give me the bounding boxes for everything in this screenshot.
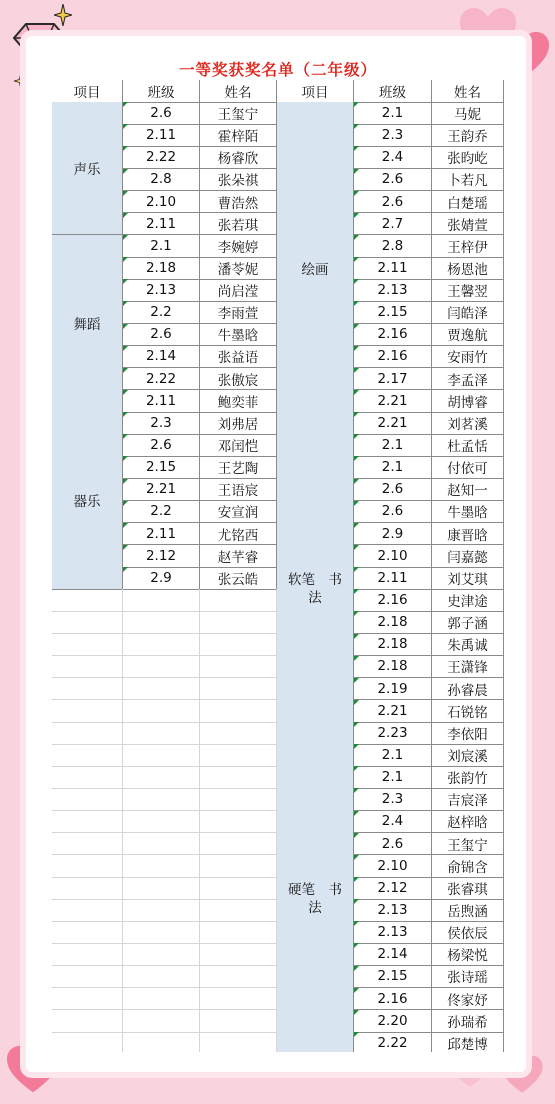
name-cell: 潘苓妮 <box>200 257 277 280</box>
name-cell: 安雨竹 <box>432 346 504 369</box>
empty-cell <box>52 611 123 634</box>
name-cell: 张傲宸 <box>200 368 277 391</box>
class-cell: 2.23 <box>354 722 432 745</box>
empty-cell <box>123 656 200 679</box>
empty-cell <box>200 700 277 723</box>
class-cell: 2.13 <box>354 279 432 302</box>
name-cell: 赵芊睿 <box>200 545 277 568</box>
name-cell: 王梓伊 <box>432 235 504 258</box>
empty-cell <box>52 899 123 922</box>
category-label-line: 法 <box>308 589 322 606</box>
empty-cell <box>123 943 200 966</box>
empty-cell <box>52 855 123 878</box>
empty-cell <box>200 634 277 657</box>
name-cell: 王玺宁 <box>432 833 504 856</box>
column-header: 项目 <box>277 80 354 103</box>
empty-cell <box>52 833 123 856</box>
empty-cell <box>200 899 277 922</box>
name-cell: 赵知一 <box>432 479 504 502</box>
class-cell: 2.4 <box>354 811 432 834</box>
name-cell: 孙睿晨 <box>432 678 504 701</box>
name-cell: 卜若凡 <box>432 169 504 192</box>
class-cell: 2.10 <box>354 545 432 568</box>
class-cell: 2.1 <box>354 102 432 125</box>
empty-cell <box>123 744 200 767</box>
class-cell: 2.1 <box>354 456 432 479</box>
empty-cell <box>123 766 200 789</box>
class-cell: 2.11 <box>123 523 200 546</box>
sparkle-icon <box>54 4 72 26</box>
class-cell: 2.1 <box>354 744 432 767</box>
name-cell: 牛墨晗 <box>432 501 504 524</box>
empty-cell <box>52 966 123 989</box>
empty-cell <box>123 899 200 922</box>
empty-cell <box>123 966 200 989</box>
name-cell: 杨睿欣 <box>200 146 277 169</box>
class-cell: 2.11 <box>123 124 200 147</box>
empty-cell <box>52 1032 123 1052</box>
class-cell: 2.15 <box>354 966 432 989</box>
class-cell: 2.18 <box>354 611 432 634</box>
name-cell: 尤铭西 <box>200 523 277 546</box>
name-cell: 安宣润 <box>200 501 277 524</box>
empty-cell <box>123 921 200 944</box>
class-cell: 2.3 <box>354 124 432 147</box>
class-cell: 2.6 <box>354 169 432 192</box>
category-label-line: 法 <box>308 899 322 916</box>
name-cell: 赵梓晗 <box>432 811 504 834</box>
empty-cell <box>200 921 277 944</box>
name-cell: 马妮 <box>432 102 504 125</box>
name-cell: 刘茗溪 <box>432 412 504 435</box>
class-cell: 2.11 <box>354 567 432 590</box>
column-header: 班级 <box>123 80 200 103</box>
class-cell: 2.6 <box>123 102 200 125</box>
name-cell: 王馨翌 <box>432 279 504 302</box>
class-cell: 2.1 <box>354 434 432 457</box>
class-cell: 2.6 <box>123 324 200 347</box>
class-cell: 2.21 <box>354 700 432 723</box>
column-header: 项目 <box>52 80 123 103</box>
name-cell: 李雨萱 <box>200 301 277 324</box>
name-cell: 李依阳 <box>432 722 504 745</box>
class-cell: 2.10 <box>354 855 432 878</box>
class-cell: 2.11 <box>354 257 432 280</box>
class-cell: 2.14 <box>123 346 200 369</box>
class-cell: 2.21 <box>123 479 200 502</box>
empty-cell <box>200 589 277 612</box>
class-cell: 2.21 <box>354 390 432 413</box>
name-cell: 刘弗居 <box>200 412 277 435</box>
category-label <box>288 881 342 917</box>
empty-cell <box>52 811 123 834</box>
category-label-line: 软笔 书 <box>288 571 342 588</box>
empty-cell <box>52 988 123 1011</box>
empty-cell <box>52 589 123 612</box>
column-header: 姓名 <box>432 80 504 103</box>
name-cell: 闫皓泽 <box>432 301 504 324</box>
empty-cell <box>200 722 277 745</box>
name-cell: 张益语 <box>200 346 277 369</box>
class-cell: 2.11 <box>123 213 200 236</box>
name-cell: 白楚瑶 <box>432 191 504 214</box>
class-cell: 2.22 <box>354 1032 432 1052</box>
name-cell: 郭子涵 <box>432 611 504 634</box>
name-cell: 俞锦含 <box>432 855 504 878</box>
empty-cell <box>200 1032 277 1052</box>
name-cell: 杨恩池 <box>432 257 504 280</box>
category-label <box>288 571 342 607</box>
class-cell: 2.12 <box>123 545 200 568</box>
empty-cell <box>123 700 200 723</box>
empty-cell <box>52 877 123 900</box>
empty-cell <box>123 1010 200 1033</box>
name-cell: 鲍奕菲 <box>200 390 277 413</box>
class-cell: 2.13 <box>123 279 200 302</box>
class-cell: 2.9 <box>123 567 200 590</box>
class-cell: 2.7 <box>354 213 432 236</box>
empty-cell <box>123 634 200 657</box>
empty-cell <box>200 988 277 1011</box>
class-cell: 2.20 <box>354 1010 432 1033</box>
empty-cell <box>52 943 123 966</box>
class-cell: 2.4 <box>354 146 432 169</box>
category-cell <box>277 744 354 1052</box>
name-cell: 张昀屹 <box>432 146 504 169</box>
class-cell: 2.14 <box>354 943 432 966</box>
name-cell: 王韵乔 <box>432 124 504 147</box>
class-cell: 2.17 <box>354 368 432 391</box>
empty-cell <box>52 656 123 679</box>
empty-cell <box>200 833 277 856</box>
category-label-line: 硬笔 书 <box>288 881 342 898</box>
class-cell: 2.18 <box>354 634 432 657</box>
column-header: 班级 <box>354 80 432 103</box>
class-cell: 2.3 <box>123 412 200 435</box>
name-cell: 石锐铭 <box>432 700 504 723</box>
name-cell: 佟家妤 <box>432 988 504 1011</box>
class-cell: 2.18 <box>354 656 432 679</box>
class-cell: 2.15 <box>354 301 432 324</box>
empty-cell <box>200 877 277 900</box>
empty-cell <box>52 1010 123 1033</box>
category-cell: 声乐 <box>52 102 123 235</box>
class-cell: 2.3 <box>354 788 432 811</box>
name-cell: 张韵竹 <box>432 766 504 789</box>
empty-cell <box>123 589 200 612</box>
class-cell: 2.13 <box>354 921 432 944</box>
empty-cell <box>200 855 277 878</box>
class-cell: 2.1 <box>123 235 200 258</box>
class-cell: 2.19 <box>354 678 432 701</box>
name-cell: 王语宸 <box>200 479 277 502</box>
class-cell: 2.8 <box>123 169 200 192</box>
class-cell: 2.8 <box>354 235 432 258</box>
name-cell: 贾逸航 <box>432 324 504 347</box>
class-cell: 2.6 <box>354 501 432 524</box>
class-cell: 2.6 <box>354 191 432 214</box>
class-cell: 2.2 <box>123 301 200 324</box>
name-cell: 杨梁悦 <box>432 943 504 966</box>
name-cell: 李孟泽 <box>432 368 504 391</box>
empty-cell <box>123 988 200 1011</box>
class-cell: 2.11 <box>123 390 200 413</box>
name-cell: 张朵祺 <box>200 169 277 192</box>
name-cell: 胡博睿 <box>432 390 504 413</box>
class-cell: 2.2 <box>123 501 200 524</box>
class-cell: 2.22 <box>123 368 200 391</box>
class-cell: 2.12 <box>354 877 432 900</box>
name-cell: 李婉婷 <box>200 235 277 258</box>
name-cell: 曹浩然 <box>200 191 277 214</box>
empty-cell <box>123 678 200 701</box>
empty-cell <box>200 678 277 701</box>
name-cell: 朱禹诚 <box>432 634 504 657</box>
class-cell: 2.16 <box>354 589 432 612</box>
category-cell: 绘画 <box>277 102 354 435</box>
category-cell: 舞蹈 <box>52 235 123 413</box>
empty-cell <box>123 788 200 811</box>
class-cell: 2.22 <box>123 146 200 169</box>
award-table <box>52 58 504 1052</box>
name-cell: 邱楚博 <box>432 1032 504 1052</box>
class-cell: 2.16 <box>354 324 432 347</box>
name-cell: 张婧萱 <box>432 213 504 236</box>
name-cell: 邓闰恺 <box>200 434 277 457</box>
empty-cell <box>123 1032 200 1052</box>
empty-cell <box>200 744 277 767</box>
class-cell: 2.16 <box>354 988 432 1011</box>
name-cell: 吉宸泽 <box>432 788 504 811</box>
class-cell: 2.16 <box>354 346 432 369</box>
empty-cell <box>200 611 277 634</box>
name-cell: 王玺宁 <box>200 102 277 125</box>
empty-cell <box>200 788 277 811</box>
empty-cell <box>52 921 123 944</box>
empty-cell <box>52 722 123 745</box>
class-cell: 2.13 <box>354 899 432 922</box>
name-cell: 康晋晗 <box>432 523 504 546</box>
class-cell: 2.9 <box>354 523 432 546</box>
name-cell: 杜孟恬 <box>432 434 504 457</box>
class-cell: 2.15 <box>123 456 200 479</box>
column-header: 姓名 <box>200 80 277 103</box>
class-cell: 2.21 <box>354 412 432 435</box>
name-cell: 侯依辰 <box>432 921 504 944</box>
name-cell: 张睿琪 <box>432 877 504 900</box>
category-cell <box>277 434 354 744</box>
name-cell: 王潇锋 <box>432 656 504 679</box>
empty-cell <box>200 966 277 989</box>
name-cell: 付依可 <box>432 456 504 479</box>
name-cell: 牛墨晗 <box>200 324 277 347</box>
empty-cell <box>123 722 200 745</box>
class-cell: 2.10 <box>123 191 200 214</box>
empty-cell <box>52 678 123 701</box>
empty-cell <box>52 634 123 657</box>
name-cell: 刘宸溪 <box>432 744 504 767</box>
empty-cell <box>52 788 123 811</box>
name-cell: 闫嘉懿 <box>432 545 504 568</box>
empty-cell <box>200 943 277 966</box>
empty-cell <box>123 811 200 834</box>
name-cell: 刘艾琪 <box>432 567 504 590</box>
class-cell: 2.1 <box>354 766 432 789</box>
category-cell: 器乐 <box>52 412 123 590</box>
name-cell: 王艺陶 <box>200 456 277 479</box>
empty-cell <box>52 766 123 789</box>
table-title: 一等奖获奖名单（二年级） <box>178 61 377 79</box>
empty-cell <box>123 855 200 878</box>
name-cell: 岳煦涵 <box>432 899 504 922</box>
name-cell: 张若琪 <box>200 213 277 236</box>
class-cell: 2.6 <box>354 479 432 502</box>
name-cell: 史津途 <box>432 589 504 612</box>
name-cell: 霍梓陌 <box>200 124 277 147</box>
name-cell: 张云皓 <box>200 567 277 590</box>
name-cell: 张诗瑶 <box>432 966 504 989</box>
empty-cell <box>52 700 123 723</box>
name-cell: 尚启滢 <box>200 279 277 302</box>
empty-cell <box>200 811 277 834</box>
empty-cell <box>52 744 123 767</box>
empty-cell <box>200 656 277 679</box>
empty-cell <box>123 833 200 856</box>
name-cell: 孙瑞希 <box>432 1010 504 1033</box>
empty-cell <box>123 611 200 634</box>
empty-cell <box>200 1010 277 1033</box>
class-cell: 2.6 <box>354 833 432 856</box>
class-cell: 2.18 <box>123 257 200 280</box>
class-cell: 2.6 <box>123 434 200 457</box>
empty-cell <box>123 877 200 900</box>
empty-cell <box>200 766 277 789</box>
